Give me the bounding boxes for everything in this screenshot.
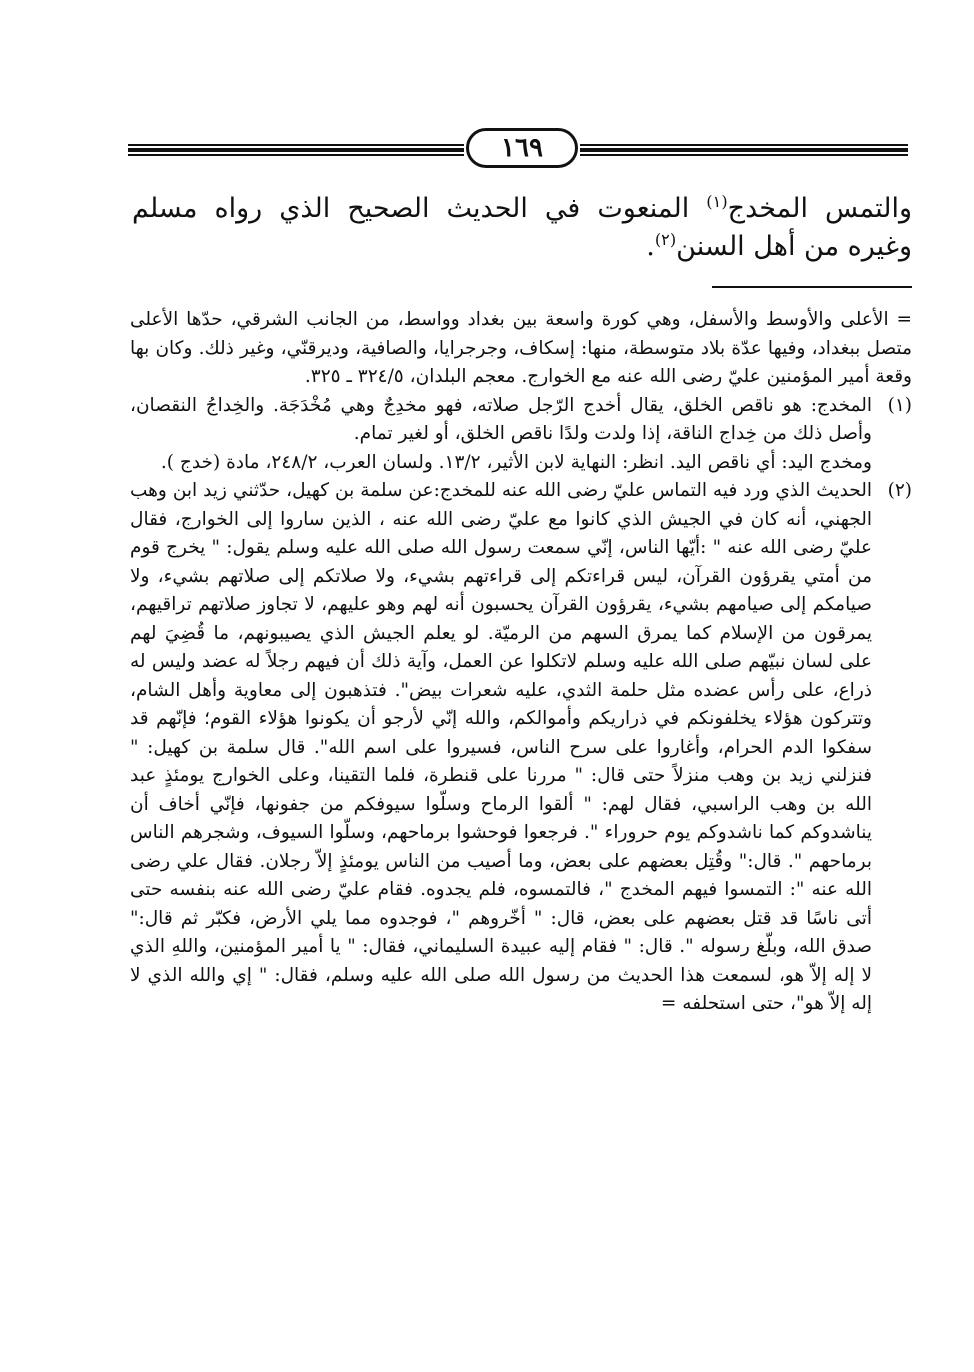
footnote-1-number: (١)	[887, 394, 912, 416]
footnote-2	[130, 477, 912, 1019]
main-text-end: .	[646, 231, 655, 262]
header-rule-left	[128, 144, 464, 162]
footnote-2-number: (٢)	[887, 480, 912, 501]
footnote-1-text: المخدج: هو ناقص الخلق، يقال أخدج الرّجل صلاته، فهو مخدِجٌ وهي مُخْدَجَة. والخِداجُ النقصان، وأصل ذلك من خِداج الناقة، إذا ولدت ولدًا ناقص الخلق، أو لغير تمام.	[130, 394, 872, 444]
main-text-part: المنعوت في الحديث الصحيح الذي رواه مسلم وغيره من أهل السنن	[132, 193, 912, 262]
footnote-ref-2: (٢)	[654, 230, 677, 249]
page-header	[128, 128, 908, 178]
page-number: ١٦٩	[466, 128, 578, 168]
footnotes	[130, 306, 912, 1019]
footnote-1-text-2: ومخدج اليد: أي ناقص اليد. انظر: النهاية لابن الأثير، ١٣/٢. ولسان العرب، ٢٤٨/٢، مادة (خدج ).	[160, 451, 872, 473]
footnote-2-text: الحديث الذي ورد فيه التماس عليّ رضى الله عنه للمخدج:عن سلمة بن كهيل، حدّثني زيد ابن وهب الجهني، أنه كان في الجيش الذي كانوا مع عليّ رضى الله عنه ، الذين ساروا إلى الخوارج، فقال عليّ رضى الله عنه " :أيّها الناس، إنّي سمعت رسول الله صلى الله عليه وسلم يقول: " يخرج قوم من أمتي يقرؤون القرآن، ليس قراءتكم إلى قراءتهم بشيء، ولا صلاتكم إلى صلاتهم بشيء، ولا صيامكم إلى صيامهم بشيء، يقرؤون القرآن يحسبون أنه لهم وهو عليهم، لا تجاوز صلاتهم تراقيهم، يمرقون من الإسلام كما يمرق السهم من الرميّة. لو يعلم الجيش الذي يصيبونهم، ما قُضِيَ لهم على لسان نبيّهم صلى الله عليه وسلم لاتكلوا عن العمل، وآية ذلك أن فيهم رجلاً له عضد وليس له ذراع، على رأس عضده مثل حلمة الثدي، عليه شعرات بيض". فتذهبون إلى معاوية وأهل الشام، وتتركون هؤلاء يخلفونكم في ذراريكم وأموالكم، والله إنّي لأرجو أن يكونوا هؤلاء القوم؛ فإنّهم قد سفكوا الدم الحرام، وأغاروا على سرح الناس، فسيروا على اسم الله". قال سلمة بن كهيل: " فنزلني زيد بن وهب منزلاً حتى قال: " مررنا على قنطرة، فلما التقينا، وعلى الخوارج يومئذٍ عبد الله بن وهب الراسبي، فقال لهم: " ألقوا الرماح وسلّوا سيوفكم من جفونها، فإنّي أخاف أن يناشدوكم كما ناشدوكم يوم حروراء ". فرجعوا فوحشوا برماحهم، وسلّوا السيوف، وشجرهم الناس برماحهم ". قال:" وقُتِل بعضهم على بعض، وما أصيب من الناس يومئذٍ إلاّ رجلان. فقال علي رضى الله عنه ": التمسوا فيهم المخدج "، فالتمسوه، فلم يجدوه. فقام عليّ رضى الله عنه بنفسه حتى أتى ناسًا قد قتل بعضهم على بعض، قال: " أخّروهم "، فوجدوه مما يلي الأرض، فكبّر ثم قال:" صدق الله، وبلّغ رسوله ". قال: " فقام إليه عبيدة السليماني، فقال: " يا أمير المؤمنين، واللهِ الذي لا إله إلاّ هو، لسمعت هذا الحديث من رسول الله صلى الله عليه وسلم، فقال: " إي والله الذي لا إله إلاّ هو"، حتى استحلفه =	[130, 480, 872, 1014]
main-paragraph	[132, 190, 912, 266]
footnote-continuation: = الأعلى والأوسط والأسفل، وهي كورة واسعة بين بغداد وواسط، من الجانب الشرقي، حدّها الأعلى متصل ببغداد، وفيها عدّة بلاد متوسطة، منها: إسكاف، وجرجرايا، والصافية، وديرقنّي، وغير ذلك. وكان بها وقعة أمير المؤمنين عليّ رضى الله عنه مع الخوارج. معجم البلدان، ٣٢٤/٥ ـ ٣٢٥.	[130, 309, 912, 387]
header-rule-right	[580, 144, 908, 162]
footnote-ref-1: (١)	[706, 192, 728, 211]
footnote-1	[130, 392, 912, 478]
main-text-part: والتمس المخدج	[727, 193, 912, 224]
footnote-separator	[712, 286, 912, 288]
